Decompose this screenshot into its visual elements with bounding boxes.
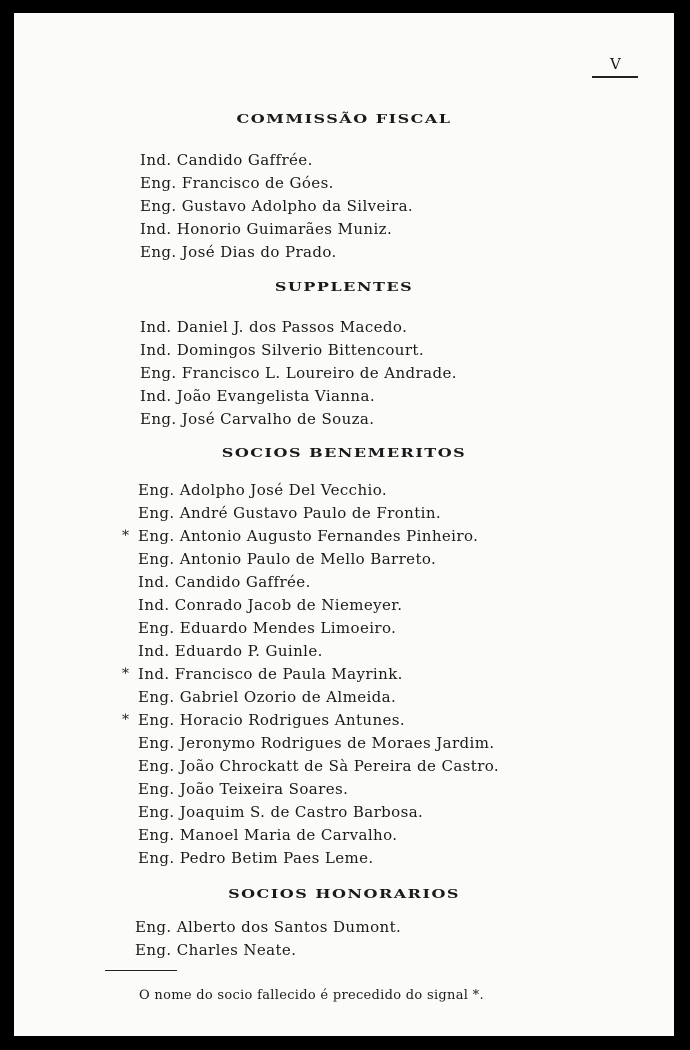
footnote: O nome do socio fallecido é precedido do signal *.: [139, 988, 484, 1003]
member-entry: Ind. Honorio Guimarães Muniz.: [140, 220, 393, 238]
member-entry: Eng. Francisco L. Loureiro de Andrade.: [140, 364, 457, 382]
section-heading-socios-benemeritos: SOCIOS BENEMERITOS: [221, 445, 467, 460]
section-heading-supplentes: SUPPLENTES: [274, 279, 414, 294]
member-entry: Eng. Jeronymo Rodrigues de Moraes Jardim.: [138, 734, 495, 752]
member-entry: Eng. José Carvalho de Souza.: [140, 410, 375, 428]
member-entry: Eng. Eduardo Mendes Limoeiro.: [138, 619, 397, 637]
member-entry: Eng. João Teixeira Soares.: [138, 780, 349, 798]
member-entry: Ind. Conrado Jacob de Niemeyer.: [138, 596, 403, 614]
member-entry: Ind. Eduardo P. Guinle.: [138, 642, 323, 660]
section-heading-socios-honorarios: SOCIOS HONORARIOS: [228, 886, 460, 901]
member-entry: Eng. Gustavo Adolpho da Silveira.: [140, 197, 414, 215]
member-entry: Eng. João Chrockatt de Sà Pereira de Castro.: [138, 757, 500, 775]
deceased-marker: *: [122, 712, 129, 728]
footnote-rule: [105, 970, 177, 971]
member-entry: Ind. Candido Gaffrée.: [138, 573, 311, 591]
member-entry: Eng. Charles Neate.: [135, 941, 297, 959]
member-entry: Eng. Antonio Paulo de Mello Barreto.: [138, 550, 437, 568]
document-page: [14, 13, 674, 1036]
member-entry: Eng. Gabriel Ozorio de Almeida.: [138, 688, 397, 706]
member-entry: Ind. João Evangelista Vianna.: [140, 387, 375, 405]
header-rule: [592, 76, 638, 78]
member-entry: Eng. Pedro Betim Paes Leme.: [138, 849, 374, 867]
deceased-marker: *: [122, 666, 129, 682]
member-entry: Ind. Daniel J. dos Passos Macedo.: [140, 318, 408, 336]
member-entry: Eng. Adolpho José Del Vecchio.: [138, 481, 388, 499]
member-entry: Eng. André Gustavo Paulo de Frontin.: [138, 504, 442, 522]
member-entry: Eng. Joaquim S. de Castro Barbosa.: [138, 803, 424, 821]
member-entry: Eng. Antonio Augusto Fernandes Pinheiro.: [138, 527, 479, 545]
member-entry: Ind. Francisco de Paula Mayrink.: [138, 665, 403, 683]
member-entry: Ind. Candido Gaffrée.: [140, 151, 313, 169]
deceased-marker: *: [122, 528, 129, 544]
member-entry: Eng. José Dias do Prado.: [140, 243, 337, 261]
section-heading-commissao-fiscal: COMMISSÃO FISCAL: [236, 111, 452, 126]
member-entry: Ind. Domingos Silverio Bittencourt.: [140, 341, 425, 359]
member-entry: Eng. Francisco de Góes.: [140, 174, 334, 192]
page-number: V: [610, 55, 621, 73]
member-entry: Eng. Horacio Rodrigues Antunes.: [138, 711, 406, 729]
member-entry: Eng. Alberto dos Santos Dumont.: [135, 918, 402, 936]
member-entry: Eng. Manoel Maria de Carvalho.: [138, 826, 398, 844]
